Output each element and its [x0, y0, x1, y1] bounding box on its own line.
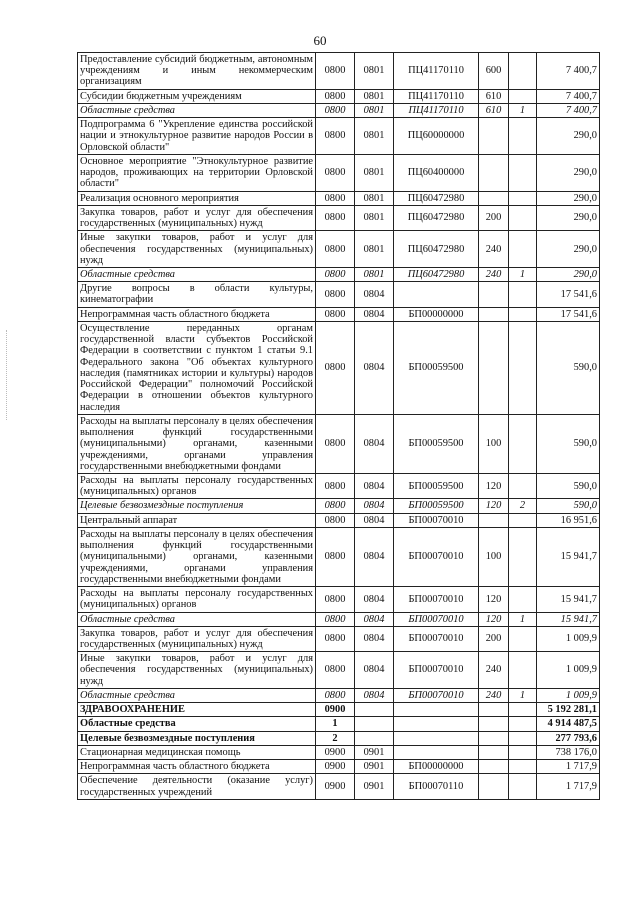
section-code: 0800	[316, 282, 355, 307]
target-article-code	[394, 731, 479, 745]
funding-source-code	[509, 760, 537, 774]
expense-type-code: 600	[479, 53, 509, 90]
funding-source-code	[509, 89, 537, 103]
expense-type-code	[479, 513, 509, 527]
row-name: Основное мероприятие "Этнокультурное развитие народов, проживающих на территории Орловской области"	[78, 154, 316, 191]
row-name: Предоставление субсидий бюджетным, автономным учреждениям и иным некоммерческим организациям	[78, 53, 316, 90]
amount: 4 914 487,5	[537, 717, 600, 731]
table-row	[78, 513, 600, 527]
section-code: 0800	[316, 414, 355, 473]
expense-type-code	[479, 307, 509, 321]
target-article-code: ПЦ60472980	[394, 191, 479, 205]
section-code: 0800	[316, 652, 355, 689]
target-article-code: БП00059500	[394, 414, 479, 473]
section-code: 0800	[316, 191, 355, 205]
expense-type-code: 240	[479, 688, 509, 702]
row-name: Областные средства	[78, 612, 316, 626]
expense-type-code	[479, 282, 509, 307]
table-row	[78, 717, 600, 731]
section-code: 0800	[316, 154, 355, 191]
budget-table-body	[78, 53, 600, 800]
funding-source-code	[509, 731, 537, 745]
section-code: 0800	[316, 53, 355, 90]
target-article-code: БП00059500	[394, 499, 479, 513]
amount: 1 009,9	[537, 688, 600, 702]
subsection-code: 0801	[355, 118, 394, 155]
target-article-code	[394, 745, 479, 759]
amount: 277 793,6	[537, 731, 600, 745]
expense-type-code: 240	[479, 231, 509, 268]
target-article-code: ПЦ60472980	[394, 205, 479, 230]
budget-table	[77, 52, 600, 800]
section-code: 0900	[316, 774, 355, 799]
expense-type-code: 100	[479, 527, 509, 586]
table-row	[78, 307, 600, 321]
subsection-code: 0801	[355, 154, 394, 191]
expense-type-code: 240	[479, 652, 509, 689]
expense-type-code	[479, 191, 509, 205]
amount: 590,0	[537, 321, 600, 414]
expense-type-code: 200	[479, 626, 509, 651]
section-code: 0800	[316, 626, 355, 651]
funding-source-code	[509, 191, 537, 205]
table-row	[78, 745, 600, 759]
row-name: Субсидии бюджетным учреждениям	[78, 89, 316, 103]
subsection-code: 0801	[355, 191, 394, 205]
subsection-code: 0804	[355, 612, 394, 626]
funding-source-code: 1	[509, 103, 537, 117]
funding-source-code	[509, 282, 537, 307]
target-article-code: БП00070010	[394, 652, 479, 689]
amount: 16 951,6	[537, 513, 600, 527]
amount: 15 941,7	[537, 527, 600, 586]
table-row	[78, 626, 600, 651]
table-row	[78, 154, 600, 191]
section-code: 2	[316, 731, 355, 745]
table-row	[78, 731, 600, 745]
target-article-code: ПЦ60472980	[394, 267, 479, 281]
funding-source-code: 1	[509, 612, 537, 626]
target-article-code: БП00070110	[394, 774, 479, 799]
expense-type-code: 120	[479, 612, 509, 626]
table-row	[78, 89, 600, 103]
row-name: Областные средства	[78, 267, 316, 281]
row-name: Закупка товаров, работ и услуг для обеспечения государственных (муниципальных) нужд	[78, 205, 316, 230]
amount: 15 941,7	[537, 612, 600, 626]
amount: 1 717,9	[537, 760, 600, 774]
row-name: Непрограммная часть областного бюджета	[78, 760, 316, 774]
table-row	[78, 652, 600, 689]
target-article-code	[394, 717, 479, 731]
amount: 1 717,9	[537, 774, 600, 799]
funding-source-code	[509, 745, 537, 759]
subsection-code: 0804	[355, 513, 394, 527]
subsection-code: 0804	[355, 587, 394, 612]
target-article-code: ПЦ41170110	[394, 103, 479, 117]
row-name: Областные средства	[78, 717, 316, 731]
table-row	[78, 103, 600, 117]
table-row	[78, 527, 600, 586]
amount: 290,0	[537, 267, 600, 281]
funding-source-code: 1	[509, 267, 537, 281]
amount: 290,0	[537, 231, 600, 268]
section-code: 0800	[316, 205, 355, 230]
subsection-code: 0804	[355, 307, 394, 321]
subsection-code: 0804	[355, 499, 394, 513]
section-code: 0900	[316, 703, 355, 717]
target-article-code: БП00059500	[394, 473, 479, 498]
expense-type-code	[479, 760, 509, 774]
subsection-code: 0801	[355, 53, 394, 90]
table-row	[78, 703, 600, 717]
row-name: ЗДРАВООХРАНЕНИЕ	[78, 703, 316, 717]
table-row	[78, 191, 600, 205]
section-code: 0800	[316, 267, 355, 281]
funding-source-code	[509, 321, 537, 414]
funding-source-code	[509, 414, 537, 473]
subsection-code: 0804	[355, 282, 394, 307]
funding-source-code	[509, 774, 537, 799]
amount: 7 400,7	[537, 53, 600, 90]
table-row	[78, 499, 600, 513]
section-code: 0800	[316, 688, 355, 702]
subsection-code: 0801	[355, 103, 394, 117]
row-name: Реализация основного мероприятия	[78, 191, 316, 205]
target-article-code: ПЦ60400000	[394, 154, 479, 191]
target-article-code: БП00070010	[394, 612, 479, 626]
expense-type-code: 610	[479, 103, 509, 117]
row-name: Иные закупки товаров, работ и услуг для обеспечения государственных (муниципальных) нужд	[78, 231, 316, 268]
funding-source-code	[509, 652, 537, 689]
target-article-code: ПЦ60000000	[394, 118, 479, 155]
margin-dotted-line	[6, 330, 9, 420]
table-row	[78, 231, 600, 268]
subsection-code: 0801	[355, 89, 394, 103]
target-article-code: БП00070010	[394, 587, 479, 612]
amount: 290,0	[537, 205, 600, 230]
target-article-code: ПЦ41170110	[394, 89, 479, 103]
target-article-code: БП00059500	[394, 321, 479, 414]
section-code: 0800	[316, 612, 355, 626]
subsection-code: 0804	[355, 414, 394, 473]
section-code: 0800	[316, 499, 355, 513]
funding-source-code	[509, 587, 537, 612]
table-row	[78, 267, 600, 281]
amount: 7 400,7	[537, 89, 600, 103]
amount: 17 541,6	[537, 307, 600, 321]
funding-source-code	[509, 527, 537, 586]
expense-type-code	[479, 745, 509, 759]
funding-source-code	[509, 703, 537, 717]
section-code: 0800	[316, 587, 355, 612]
table-row	[78, 414, 600, 473]
subsection-code: 0901	[355, 745, 394, 759]
expense-type-code	[479, 321, 509, 414]
row-name: Расходы на выплаты персоналу государственных (муниципальных) органов	[78, 587, 316, 612]
expense-type-code: 610	[479, 89, 509, 103]
row-name: Областные средства	[78, 688, 316, 702]
target-article-code: БП00000000	[394, 307, 479, 321]
target-article-code: БП00000000	[394, 760, 479, 774]
subsection-code: 0801	[355, 231, 394, 268]
amount: 590,0	[537, 473, 600, 498]
subsection-code: 0804	[355, 473, 394, 498]
amount: 17 541,6	[537, 282, 600, 307]
target-article-code: БП00070010	[394, 527, 479, 586]
page-number: 60	[313, 33, 327, 48]
subsection-code	[355, 731, 394, 745]
section-code: 0800	[316, 473, 355, 498]
table-row	[78, 612, 600, 626]
section-code: 0800	[316, 307, 355, 321]
row-name: Целевые безвозмездные поступления	[78, 731, 316, 745]
target-article-code: ПЦ41170110	[394, 53, 479, 90]
row-name: Другие вопросы в области культуры, кинематографии	[78, 282, 316, 307]
row-name: Областные средства	[78, 103, 316, 117]
subsection-code: 0804	[355, 321, 394, 414]
funding-source-code: 2	[509, 499, 537, 513]
section-code: 0900	[316, 745, 355, 759]
target-article-code: БП00070010	[394, 688, 479, 702]
funding-source-code: 1	[509, 688, 537, 702]
target-article-code: БП00070010	[394, 626, 479, 651]
subsection-code	[355, 717, 394, 731]
row-name: Обеспечение деятельности (оказание услуг) государственных учреждений	[78, 774, 316, 799]
funding-source-code	[509, 53, 537, 90]
target-article-code	[394, 703, 479, 717]
amount: 7 400,7	[537, 103, 600, 117]
subsection-code: 0804	[355, 527, 394, 586]
funding-source-code	[509, 307, 537, 321]
table-row	[78, 760, 600, 774]
expense-type-code: 120	[479, 499, 509, 513]
expense-type-code: 120	[479, 587, 509, 612]
funding-source-code	[509, 154, 537, 191]
subsection-code: 0901	[355, 760, 394, 774]
expense-type-code: 120	[479, 473, 509, 498]
subsection-code: 0804	[355, 688, 394, 702]
amount: 5 192 281,1	[537, 703, 600, 717]
funding-source-code	[509, 205, 537, 230]
section-code: 0800	[316, 321, 355, 414]
amount: 15 941,7	[537, 587, 600, 612]
table-row	[78, 688, 600, 702]
section-code: 0900	[316, 760, 355, 774]
row-name: Иные закупки товаров, работ и услуг для обеспечения государственных (муниципальных) нужд	[78, 652, 316, 689]
row-name: Подпрограмма 6 "Укрепление единства российской нации и этнокультурное развитие народов России в Орловской области"	[78, 118, 316, 155]
section-code: 0800	[316, 118, 355, 155]
amount: 290,0	[537, 191, 600, 205]
section-code: 0800	[316, 103, 355, 117]
target-article-code	[394, 282, 479, 307]
subsection-code: 0801	[355, 267, 394, 281]
table-row	[78, 282, 600, 307]
section-code: 0800	[316, 231, 355, 268]
row-name: Закупка товаров, работ и услуг для обеспечения государственных (муниципальных) нужд	[78, 626, 316, 651]
funding-source-code	[509, 231, 537, 268]
subsection-code: 0801	[355, 205, 394, 230]
subsection-code	[355, 703, 394, 717]
subsection-code: 0804	[355, 626, 394, 651]
subsection-code: 0901	[355, 774, 394, 799]
funding-source-code	[509, 118, 537, 155]
funding-source-code	[509, 473, 537, 498]
subsection-code: 0804	[355, 652, 394, 689]
target-article-code: БП00070010	[394, 513, 479, 527]
table-row	[78, 774, 600, 799]
amount: 590,0	[537, 414, 600, 473]
amount: 290,0	[537, 118, 600, 155]
table-row	[78, 473, 600, 498]
row-name: Целевые безвозмездные поступления	[78, 499, 316, 513]
expense-type-code	[479, 703, 509, 717]
expense-type-code: 240	[479, 267, 509, 281]
amount: 590,0	[537, 499, 600, 513]
section-code: 1	[316, 717, 355, 731]
expense-type-code	[479, 717, 509, 731]
amount: 1 009,9	[537, 652, 600, 689]
target-article-code: ПЦ60472980	[394, 231, 479, 268]
section-code: 0800	[316, 89, 355, 103]
section-code: 0800	[316, 527, 355, 586]
row-name: Стационарная медицинская помощь	[78, 745, 316, 759]
table-row	[78, 53, 600, 90]
row-name: Расходы на выплаты персоналу в целях обеспечения выполнения функций государственными (муниципальными) органами, казенными учреждениями, органами управления государственными внебюджетными фондами	[78, 414, 316, 473]
table-row	[78, 587, 600, 612]
row-name: Расходы на выплаты персоналу в целях обеспечения выполнения функций государственными (муниципальными) органами, казенными учреждениями, органами управления государственными внебюджетными фондами	[78, 527, 316, 586]
section-code: 0800	[316, 513, 355, 527]
expense-type-code	[479, 774, 509, 799]
expense-type-code	[479, 154, 509, 191]
amount: 290,0	[537, 154, 600, 191]
expense-type-code	[479, 731, 509, 745]
table-row	[78, 321, 600, 414]
amount: 738 176,0	[537, 745, 600, 759]
expense-type-code: 100	[479, 414, 509, 473]
funding-source-code	[509, 513, 537, 527]
row-name: Центральный аппарат	[78, 513, 316, 527]
expense-type-code: 200	[479, 205, 509, 230]
table-row	[78, 118, 600, 155]
row-name: Осуществление переданных органам государственной власти субъектов Российской Федерации в соответствии с пунктом 1 статьи 9.1 Федерального закона "Об объектах культурного наследия (памятниках истории и культуры) народов Российской Федерации" полномочий Российской Федерации в отношении объектов культурного наследия	[78, 321, 316, 414]
funding-source-code	[509, 626, 537, 651]
amount: 1 009,9	[537, 626, 600, 651]
row-name: Непрограммная часть областного бюджета	[78, 307, 316, 321]
expense-type-code	[479, 118, 509, 155]
funding-source-code	[509, 717, 537, 731]
table-row	[78, 205, 600, 230]
row-name: Расходы на выплаты персоналу государственных (муниципальных) органов	[78, 473, 316, 498]
